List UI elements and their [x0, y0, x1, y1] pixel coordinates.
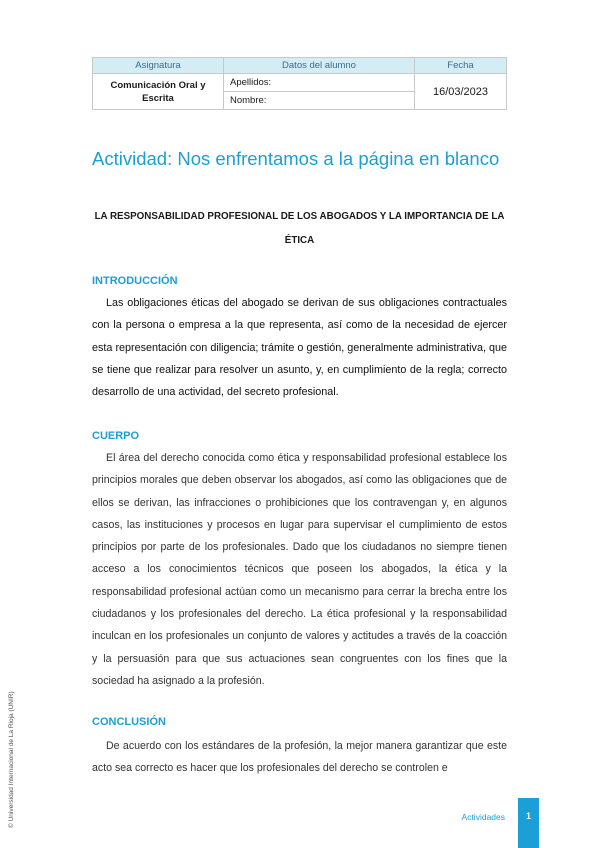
- header-col-date: Fecha: [415, 58, 507, 74]
- section-title-conclusion: CONCLUSIÓN: [92, 716, 166, 728]
- page-number: 1: [525, 811, 531, 821]
- subject-value: Comunicación Oral y Escrita: [93, 74, 224, 110]
- header-col-subject: Asignatura: [93, 58, 224, 74]
- section-title-body: CUERPO: [92, 430, 140, 442]
- paragraph-introduction: Las obligaciones éticas del abogado se derivan de sus obligaciones contractuales con la persona o empresa a la que representa, así como de la necesidad de ejercer esta representación con diligencia; trámite o gestión, generalmente administrativa, que se tiene que realizar para resolver un asunto, y, en cumplimiento de la regla; correcto desarrollo de una actividad, del secreto profesional.: [92, 297, 507, 399]
- surnames-label: Apellidos:: [224, 74, 415, 92]
- document-heading: LA RESPONSABILIDAD PROFESIONAL DE LOS ABOGADOS Y LA IMPORTANCIA DE LA ÉTICA: [94, 211, 505, 246]
- page-number-box: [518, 798, 539, 848]
- paragraph-conclusion: De acuerdo con los estándares de la profesión, la mejor manera garantizar que este acto sea correcto es hacer que los profesionales del derecho se controlen e: [92, 740, 507, 775]
- date-value: 16/03/2023: [415, 74, 507, 110]
- page-title: Actividad: Nos enfrentamos a la página en blanco: [92, 148, 500, 169]
- header-col-student: Datos del alumno: [224, 58, 415, 74]
- header-table: [92, 57, 507, 110]
- footer-label: Actividades: [461, 812, 505, 822]
- paragraph-body: El área del derecho conocida como ética y responsabilidad profesional establece los principios morales que deben observar los abogados, así como las obligaciones que de ellos se derivan, las infracciones o prohibiciones que los contravengan y, en algunos casos, las instituciones y procesos en lugar para supervisar el cumplimiento de estos principios por parte de los profesionales. Dado que los ciudadanos no siempre tienen acceso a los conocimientos técnicos que poseen los abogados, la ética y la responsabilidad profesional actúan como un mecanismo para cerrar la brecha entre los ciudadanos y los profesionales del derecho. La ética profesional y la responsabilidad inculcan en los profesionales un conjunto de valores y actitudes a través de la coacción y la persuasión para que sus actuaciones sean congruentes con los fines que la sociedad ha asignado a la profesión.: [92, 452, 507, 687]
- section-title-introduction: INTRODUCCIÓN: [92, 275, 178, 287]
- copyright-side-text: © Universidad Internacional de La Rioja (UNIR): [8, 691, 15, 828]
- name-label: Nombre:: [224, 92, 415, 110]
